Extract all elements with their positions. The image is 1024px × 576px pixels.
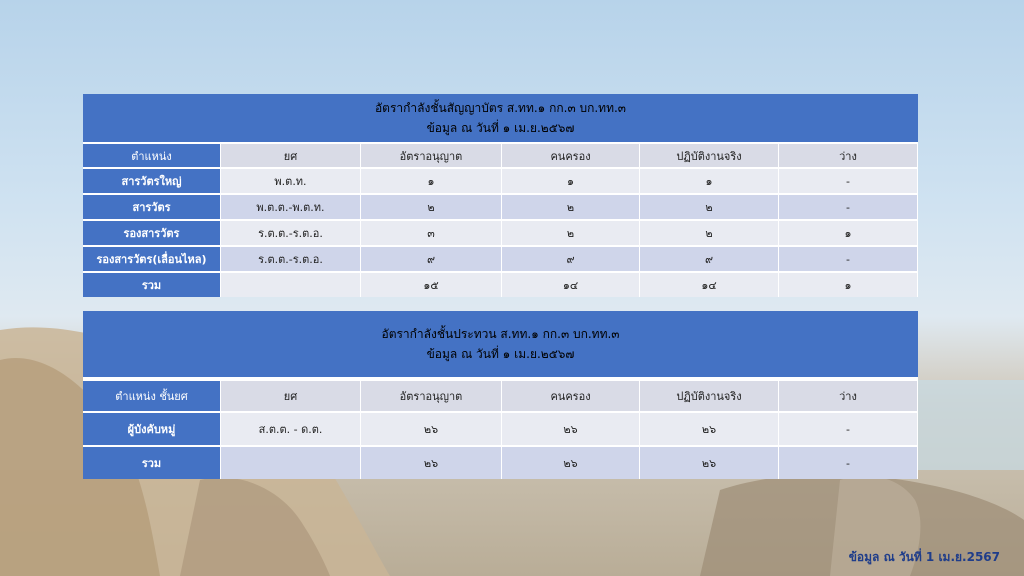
table1-header-position: ตำแหน่ง — [83, 144, 221, 167]
table-cell — [221, 445, 361, 479]
table-cell: ร.ต.ต.-ร.ต.อ. — [221, 245, 361, 271]
table-cell: - — [779, 245, 918, 271]
table-cell: รวม — [83, 445, 221, 479]
table-cell: ๑ — [502, 167, 640, 193]
table2-header-position: ตำแหน่ง ชั้นยศ — [83, 379, 221, 411]
table-cell: รองสารวัตร(เลื่อนไหล) — [83, 245, 221, 271]
table-row — [83, 411, 918, 445]
table2-header-occupied: คนครอง — [502, 379, 640, 411]
table-cell: ๒๖ — [361, 411, 502, 445]
table-cell: ๒ — [502, 193, 640, 219]
table-cell: ๓ — [361, 219, 502, 245]
table-cell: ๒ — [640, 193, 779, 219]
table-cell: ๒ — [502, 219, 640, 245]
data-date-note: ข้อมูล ณ วันที่ 1 เม.ย.2567 — [848, 550, 1000, 564]
table-cell: ๙ — [361, 245, 502, 271]
table-cell: ผู้บังคับหมู่ — [83, 411, 221, 445]
table-cell: ๒ — [640, 219, 779, 245]
table-cell: ร.ต.ต.-ร.ต.อ. — [221, 219, 361, 245]
table-cell: ๒๖ — [502, 445, 640, 479]
table1-header-vacant: ว่าง — [779, 144, 918, 167]
table1-title-line1: อัตรากำลังชั้นสัญญาบัตร ส.ทท.๑ กก.๓ บก.ทท.๓ — [374, 101, 627, 115]
table1-title-line2: ข้อมูล ณ วันที่ ๑ เม.ย.๒๕๖๗ — [426, 121, 575, 135]
table-cell: ส.ต.ต. - ด.ต. — [221, 411, 361, 445]
table1-header-row — [83, 144, 918, 167]
table2-title-line1: อัตรากำลังชั้นประทวน ส.ทท.๑ กก.๓ บก.ทท.๓ — [381, 327, 620, 341]
table1-title — [83, 94, 918, 144]
table-cell: ๒ — [361, 193, 502, 219]
table2-title — [83, 311, 918, 379]
table-row — [83, 193, 918, 219]
table-total-row — [83, 445, 918, 479]
table-cell: - — [779, 445, 918, 479]
table-cell: - — [779, 411, 918, 445]
table-cell: รองสารวัตร — [83, 219, 221, 245]
table-row — [83, 167, 918, 193]
table2-header-actual: ปฏิบัติงานจริง — [640, 379, 779, 411]
table-cell: - — [779, 193, 918, 219]
table-cell: สารวัตรใหญ่ — [83, 167, 221, 193]
table1-header-authorized: อัตราอนุญาต — [361, 144, 502, 167]
table-cell: ๒๖ — [502, 411, 640, 445]
table1-header-rank: ยศ — [221, 144, 361, 167]
table1-header-occupied: คนครอง — [502, 144, 640, 167]
table-cell: รวม — [83, 271, 221, 297]
table-cell: ๑ — [779, 271, 918, 297]
table-total-row — [83, 271, 918, 297]
table-row — [83, 245, 918, 271]
table-row — [83, 219, 918, 245]
table-cell: - — [779, 167, 918, 193]
table2-title-line2: ข้อมูล ณ วันที่ ๑ เม.ย.๒๕๖๗ — [426, 347, 575, 361]
commissioned-officer-table — [83, 94, 918, 297]
table-cell: ๒๖ — [640, 411, 779, 445]
table-cell: ๙ — [640, 245, 779, 271]
table-cell: ๑๕ — [361, 271, 502, 297]
table-cell: ๑ — [361, 167, 502, 193]
table2-header-vacant: ว่าง — [779, 379, 918, 411]
table-cell: พ.ต.ต.-พ.ต.ท. — [221, 193, 361, 219]
table2-header-rank: ยศ — [221, 379, 361, 411]
table-cell: ๒๖ — [361, 445, 502, 479]
table-cell: ๑๔ — [640, 271, 779, 297]
table-cell: ๑๔ — [502, 271, 640, 297]
table-cell: ๑ — [640, 167, 779, 193]
table-cell: ๙ — [502, 245, 640, 271]
table-cell — [221, 271, 361, 297]
table-cell: สารวัตร — [83, 193, 221, 219]
table2-header-row — [83, 379, 918, 411]
table1-header-actual: ปฏิบัติงานจริง — [640, 144, 779, 167]
table-cell: ๒๖ — [640, 445, 779, 479]
non-commissioned-officer-table — [83, 311, 918, 479]
table2-header-authorized: อัตราอนุญาต — [361, 379, 502, 411]
table-cell: ๑ — [779, 219, 918, 245]
table-cell: พ.ต.ท. — [221, 167, 361, 193]
